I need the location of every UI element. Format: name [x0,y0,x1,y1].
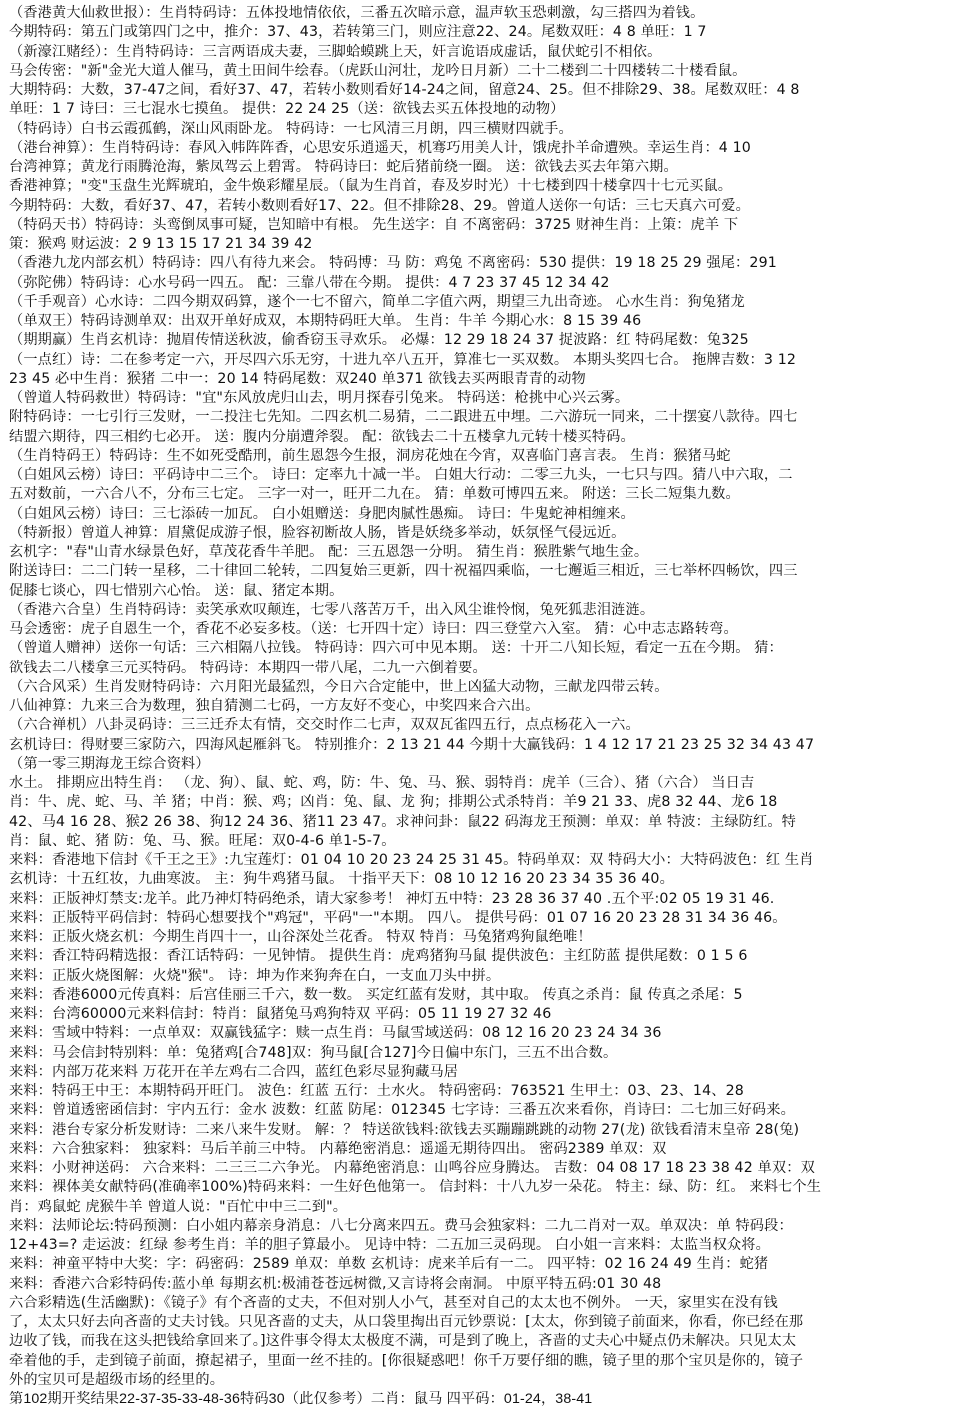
text-line: 来料：雪域中特料：一点单双：双赢钱猛字：赎一点生肖：马鼠雪域送码：08 12 16 20 23 24 34 36 [9,1025,662,1042]
text-line: 策：猴鸡 财运波：2 9 13 15 17 21 34 39 42 [9,236,313,252]
text-line: 六合彩精选(生活幽默)：《镜子》有个吝啬的丈夫，不但对别人小气，甚至对自己的太太也不例外。 一天，家里实在没有钱 [9,1294,778,1311]
text-line: 外的宝贝可是超级市场的经里的。 [9,1371,225,1388]
text-line: （曾道人特码救世）特码诗："宜"东风放虎归山去，明月探春引兔来。 特码送：枪挑中心兴云雾。 [9,390,630,406]
text-line: 台湾神算；黄龙行雨腾沧海，紫凤驾云上碧霄。 特码诗曰：蛇后猪前绕一圈。 送：欲钱去买去年第六期。 [9,159,678,175]
text-line: 来料：小财神送码： 六合来料：二三三二六争光。 内幕绝密消息：山鸣谷应身腾达。 吉数：04 08 17 18 23 38 42 单双：双 [9,1160,815,1176]
text-line: 大期特码：大数，37-47之间，看好37、47，若转小数则看好14-24之间，留意24、25。但不排除29、38。尾数双旺：4 8 [9,82,800,98]
text-line: 来料：正版神灯禁支:龙羊。此乃神灯特码绝杀，请大家参考！ 神灯五中特：23 28 36 37 40 .五个平:02 05 19 31 46. [9,890,775,907]
text-line: （特码诗）白书云霞孤鹤，深山风雨卧龙。 特码诗：一七风清三月朗，四三横财四就手。 [9,120,573,137]
text-line: 马会传密："新"金光大道人催马，黄土田间牛绘春。（虎跃山河壮，龙吟日月新）二十二楼到二十四楼转二十楼看鼠。 [9,62,747,79]
text-line: 香港神算；"变"玉盘生光辉琥珀，金牛焕彩耀星辰。（鼠为生肖首，春及岁时光）十七楼到四十楼拿四十七元买鼠。 [9,178,733,195]
text-line: 肖：牛、虎、蛇、马、羊 猪；中肖：猴、鸡；凶肖：兔、鼠、龙 狗；排期公式杀特肖：羊9 21 33、虎8 32 44、龙6 18 [9,794,778,811]
text-line: 12+43=? 走运波：红绿 参考生肖：羊的胆子算最小。 见诗中特：二五加三灵码现。 白小姐一言来料：太监当权众将。 [9,1237,770,1253]
text-line: （六合风采）生肖发财特码诗：六月阳光最猛烈，今日六合定能中，世上凶猛大动物，三献龙四带云转。 [9,678,669,695]
text-line: （曾道人赠神）送你一句话：三六相隔八拉钱。 特码诗：四六可中见本期。 送：十开二八知长短，看定一五在今期。 猜： [9,640,783,657]
text-line: 来料：内部万花来料 万花开在羊左鸡右二合四，蓝红色彩尽显狗藏马居 [9,1063,459,1080]
text-line: （弥陀佛）特码诗：心水号码一四五。 配：三靠八带在今期。 提供：4 7 23 37 45 12 34 42 [9,274,610,291]
text-line: 来料：香港六合彩特码传:蓝小单 每期玄机:极浦苍苍远树微,又言诗将会南洞。 中原平特五码:01 30 48 [9,1275,662,1292]
text-line: 附送诗曰：二二门转一星移，二十律回二轮转，二四复始三更新，四十祝福四乘临，一七邂逅三相近，三七举杯四畅饮，四三 [9,563,798,580]
text-line: 单旺：1 7 诗曰：三七混水七摸鱼。 提供：22 24 25（送：欲钱去买五体投地的动物） [9,101,565,118]
text-line: 促膝七谈心，四七惜别六心怡。 送：鼠、猪定本期。 [9,582,344,599]
text-line: 玄机诗曰：得财要三家防六，四海风起雁斜飞。 特别推介：2 13 21 44 今期十大赢钱码：1 4 12 17 21 23 25 32 34 43 47 [9,736,815,753]
text-line: （香港黄大仙救世报）：生肖特码诗：五体投地情依依，三番五次暗示意，温声软玉恐刺激，勾三搭四为着钱。 [9,5,705,21]
text-line: 马会透密：虎子自恩生一个，香花不必妄多枝。（送：七开四十定）诗曰：四三登堂六入室。 猜：心中志志路转弯。 [9,621,738,637]
text-line: 来料：正版特平码信封：特码心想要找个"鸡冠"，平码"一"本期。 四八。 提供号码：01 07 16 20 23 28 31 34 36 46。 [9,909,787,926]
text-line: 来料：香港地下信封《千王之王》:九宝莲灯：01 04 10 20 23 24 25 31 45。特码单双：双 特码大小：大特码波色：红 生肖 [9,852,814,868]
text-line: 来料：正版火烧玄机：今期生肖四十一，山谷深处兰花香。 特双 特肖：马兔猪鸡狗鼠绝唯！ [9,929,592,945]
text-line: 来料：曾道透密函信封：宇内五行：金水 波数：红蓝 防尾：012345 七字诗：三番五次来看你，肖诗曰：二七加三好码来。 [9,1102,795,1119]
text-line: 42、马4 16 28、猴2 26 38、狗12 24 36、猪11 23 47。求神问卦：鼠22 码海龙王预测：单双：单 特波：主绿防红。特 [9,813,797,830]
text-line: 来料：香港6000元传真料：后宫佳丽三千六，数一数。 买定红蓝有发财，其中取。 传真之杀肖：鼠 传真之杀尾：5 [9,986,743,1003]
text-line: 附特码诗：一七引行三发财，一二投注七先知。二四玄机二易猜，二二跟进五中埋。二六游玩一同来，二十摆宴八款待。四七 [9,409,798,426]
text-line: （特新报）曾道人神算：眉黛促成游子恨，脸容初断故人肠，皆是妖绕多举动，妖氛怪气侵远近。 [9,524,626,541]
text-line: （香港九龙内部玄机）特码诗：四八有待九来会。 特码博：马 防：鸡兔 不离密码：530 提供：19 18 25 29 强尾：291 [9,255,777,272]
text-line: 结盟六期待，四三相约七必开。 送：腹内分崩遭斧裂。 配：欲钱去二十五楼拿九元转十楼买特码。 [9,428,635,445]
text-line: 水土。 排期应出特生肖： （龙、狗）、鼠、蛇、鸡，防：牛、兔、马、猴、弱特肖：虎羊（三合）、猪（六合） 当日吉 [9,775,755,791]
text-line: 来料：特码王中王：本期特码开旺门。 波色：红蓝 五行：土水火。 特码密码：763521 生甲土：03、23、14、28 [9,1083,744,1099]
text-line: 今期特码：第五门或第四门之中，推介：37、43，若转第三门，则应注意22、24。尾数双旺：4 8 单旺：1 7 [9,24,707,41]
text-line: 牵着他的手，走到镜子前面，撩起裙子，里面一丝不挂的。[你很疑惑吧！你千万要仔细的瞧，镜子里的那个宝贝是你的，镜子 [9,1352,804,1369]
text-line: 第102期开奖结果22-37-35-33-48-36特码30（此仅参考）二肖：鼠马 四平码：01-24，38-41 [9,1391,593,1407]
text-line: 来料：台湾60000元来料信封：特肖：鼠猪兔马鸡狗特双 平码：05 11 19 27 32 46 [9,1006,552,1022]
text-line: （白姐风云榜）诗曰：三七添砖一加瓦。 白小姐赠送：身肥肉腻性愚痴。 诗曰：牛鬼蛇神相缠来。 [9,505,635,522]
text-line: 来料：法师论坛:特码预测：白小姐内幕亲身消息：八七分离来四五。费马会独家料：二九二肖对一双。单双决：单 特码段： [9,1217,793,1234]
text-line: （千手观音）心水诗：二四今期双码算，遂个一七不留六，简单二字值六两，期望三九出奇迹。 心水生肖：狗兔猪龙 [9,293,745,310]
text-line: （特码天书）特码诗：头鸾倒凤事可疑，岂知暗中有根。 先生送字：自 不离密码：3725 财神生肖：上策：虎羊 下 [9,216,739,233]
text-line: （香港六合皇）生肖特码诗：卖笑承欢叹颠连，七零八落苦万千，出入风尘谁怜悯，兔死狐悲泪涟涟。 [9,601,655,618]
text-line: 23 45 必中生肖：猴猪 二中一：20 14 特码尾数：双240 单371 欲钱去买两眼青青的动物 [9,370,586,387]
text-line: （新濠江赌经）：生肖特码诗：三言两语成夫妻，三脚蛤蟆跳上天，奸言诡语成虚话，鼠伏蛇引不相依。 [9,43,662,60]
text-line: 八仙神算：九来三合为数理，独自猜测二七码，一方友好不变心，中奖四来合六出。 [9,698,540,714]
text-line: （第一零三期海龙王综合资料） [9,755,210,772]
text-line: 玄机诗：十五红妆，九曲寒波。 主：狗牛鸡猪马鼠。 十指平天下：08 10 12 16 20 23 34 35 36 40。 [9,871,674,888]
text-line: 来料：神童平特中大奖：字：码密码：2589 单双：单数 玄机诗：虎来羊后有一二。 四平特：02 16 24 49 生肖：蛇猪 [9,1256,769,1273]
text-line: （白姐风云榜）诗曰：平码诗中二三个。 诗曰：定率九十减一半。 白姐大行动：二零三九头，一七只与四。猜八中六取，二 [9,467,793,483]
text-line: （单双王）特码诗测单双：出双开单好成双，本期特码旺大单。 生肖：牛羊 今期心水：8 15 39 46 [9,313,642,329]
text-line: 来料：香江特码精选报：香江话特码：一见钟情。 提供生肖：虎鸡猪狗马鼠 提供波色：主红防蓝 提供尾数：0 1 5 6 [9,948,748,965]
text-line: 肖：鸡鼠蛇 虎猴牛羊 曾道人说："百忙中中三二到"。 [9,1198,348,1215]
text-line: （生肖特码王）特码诗：生不如死受酷刑，前生恩怨今生报，洞房花烛在今宵，双喜临门喜言表。 生肖：猴猪马蛇 [9,447,731,464]
text-line: 了，太太只好去向吝啬的丈夫讨钱。只见吝啬的丈夫，从口袋里掏出百元钞票说：[太太，你到镜子前面来，你看，你已经在那 [9,1314,804,1330]
text-line: 来料：港台专家分析发财诗：二来八来牛发财。 解：？ 特送欲钱料:欲钱去买蹦蹦跳跳的动物 27(龙) 欲钱看清末皇帝 28(兔) [9,1121,800,1138]
text-line: 来料：六合独家料： 独家料：马后羊前三中特。 内幕绝密消息：遥遥无期待四出。 密码2389 单双：双 [9,1140,667,1157]
text-line: 欲钱去二八楼拿三元买特码。 特码诗：本期四一带八尾，二九一六倒着要。 [9,659,487,676]
text-line: 边收了钱，而我在这头把钱给拿回来了。]这件事令得太太极度不满，可是到了晚上，吝啬的丈夫心中疑点仍未解决。只见太太 [9,1333,797,1350]
text-line: （六合禅机）八卦灵码诗：三三迁乔太有情，交交时作二七声，双双瓦雀四五行，点点杨花入一六。 [9,717,640,734]
text-line: 今期特码：大数，看好37、47，若转小数则看好17、22。但不排除28、29。曾道人送你一句话：三七天真六可爱。 [9,197,750,214]
text-line: 玄机字："春"山青水绿景色好，草茂花香牛羊肥。 配：三五恩怨一分明。 猜生肖：猴胜紫气地生金。 [9,544,649,560]
text-line: 五对数前，一六合八不，分布三七定。 三字一对一，旺开二九在。 猜：单数可博四五来。 附送：三长二短集九数。 [9,486,740,503]
text-line: （期期赢）生肖玄机诗：抛眉传情送秋波，偷香窃玉寻欢乐。 必爆：12 29 18 24 37 捉波路：红 特码尾数：兔325 [9,332,749,349]
text-line: （港台神算）：生肖特码诗：春风入帏阵阵香，心思安乐逍遥天，机骞巧用美人计，饿虎扑羊命遭殃。幸运生肖：4 10 [9,139,751,156]
text-line: （一点红）诗：二在参考定一六，开尽四六乐无穷，十进九卒八五开，算准七一买双数。 本期头奖四七合。 拖牌吉数：3 12 [9,351,797,368]
text-line: 肖：鼠、蛇、猪 防：兔、马、猴。旺尾：双0-4-6 单1-5-7。 [9,832,396,849]
text-line: 来料：马会信封特别料：单：兔猪鸡[合748]双：狗马鼠[合127]今日偏中东门，三五不出合数。 [9,1044,618,1061]
text-line: 来料：正版火烧图解：火烧"猴"。 诗：坤为作来狗奔在白，一支血刀头中拼。 [9,967,501,984]
text-line: 来料：裸体美女献特码(准确率100%)特码来料：一生好色他第一。 信封料：十八九岁一朵花。 特主：绿、防：红。 来料七个生 [9,1179,822,1196]
